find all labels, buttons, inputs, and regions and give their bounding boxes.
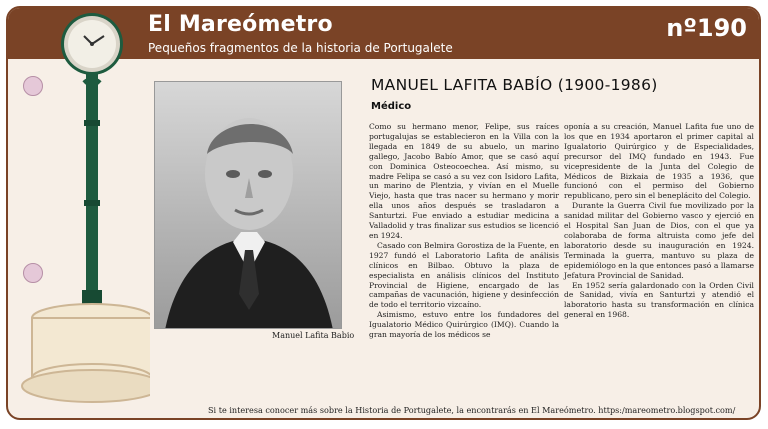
paragraph: Como su hermano menor, Felipe, sus raíces portugalujas se establecieron en la Villa con la llegada en 1849 de su abuelo, un marino gallego, Jacobo Babío Amor, que se casó aquí con Dominica Osteocoechea. Así mismo, su madre Felipa se casó a su vez con Isidoro Lafita, un marino de Plentzia, y vivían en el Muelle Viejo, hasta que tras nacer su hermano y morir ella unos años después se trasladaron a Santurtzi. Fue enviado a estudiar medicina a Valladolid y tras finalizar sus estudios se licenció en 1924. <box>369 122 559 240</box>
text-column-1 <box>369 122 559 340</box>
paragraph: Asimismo, estuvo entre los fundadores del Igualatorio Médico Quirúrgico (IMQ). Cuando la gran mayoría de los médicos se <box>369 310 559 340</box>
person-name: MANUEL LAFITA BABÍO (1900-1986) <box>371 76 658 94</box>
issue-number: nº190 <box>666 14 747 42</box>
photo-caption: Manuel Lafita Babio <box>272 331 355 340</box>
paragraph: Durante la Guerra Civil fue movilizado por la sanidad militar del Gobierno vasco y ejerció en el Hospital San Juan de Dios, con el que ya colaboraba de forma altruista como jefe del laboratorio desde su inauguración en 1924. Terminada la guerra, mantuvo su plaza de epidemiólogo en la que entonces pasó a llamarse Jefatura Provincial de Sanidad. <box>564 201 754 280</box>
paragraph: oponía a su creación, Manuel Lafita fue uno de los que en 1934 aportaron el primer capital al Igualatorio Quirúrgico y de Especialidades, precursor del IMQ fundado en 1943. Fue vicepresidente de la Junta del Colegio de Médicos de Bizkaia de 1935 a 1936, que funcionó con el permiso del Gobierno republicano, pero sin el beneplácito del Colegio. <box>564 122 754 201</box>
person-role: Médico <box>371 101 412 112</box>
footer-note: Si te interesa conocer más sobre la Historia de Portugalete, la encontrarás en El Mareómetro. https:/mareometro.blogspot.com/ <box>208 405 736 415</box>
portrait-illustration <box>155 82 342 329</box>
text-column-2 <box>564 122 754 320</box>
clock-tower-icon <box>0 0 150 429</box>
paragraph: En 1952 sería galardonado con la Orden Civil de Sanidad, vivía en Santurtzi y atendió el laboratorio hasta su transformación en clínica general en 1968. <box>564 280 754 320</box>
brand-subtitle: Pequeños fragmentos de la historia de Portugalete <box>148 41 453 55</box>
paragraph: Casado con Belmira Gorostiza de la Fuente, en 1927 fundó el Laboratorio Lafita de análisis clínicos en Bilbao. Obtuvo la plaza de especialista en análisis clínicos del Instituto Provincial de Higiene, encargado de las campañas de vacunación, higiene y desinfección de todo el territorio vizcaíno. <box>369 240 559 310</box>
portrait-photo <box>154 81 342 329</box>
brand-title: El Mareómetro <box>148 12 333 37</box>
